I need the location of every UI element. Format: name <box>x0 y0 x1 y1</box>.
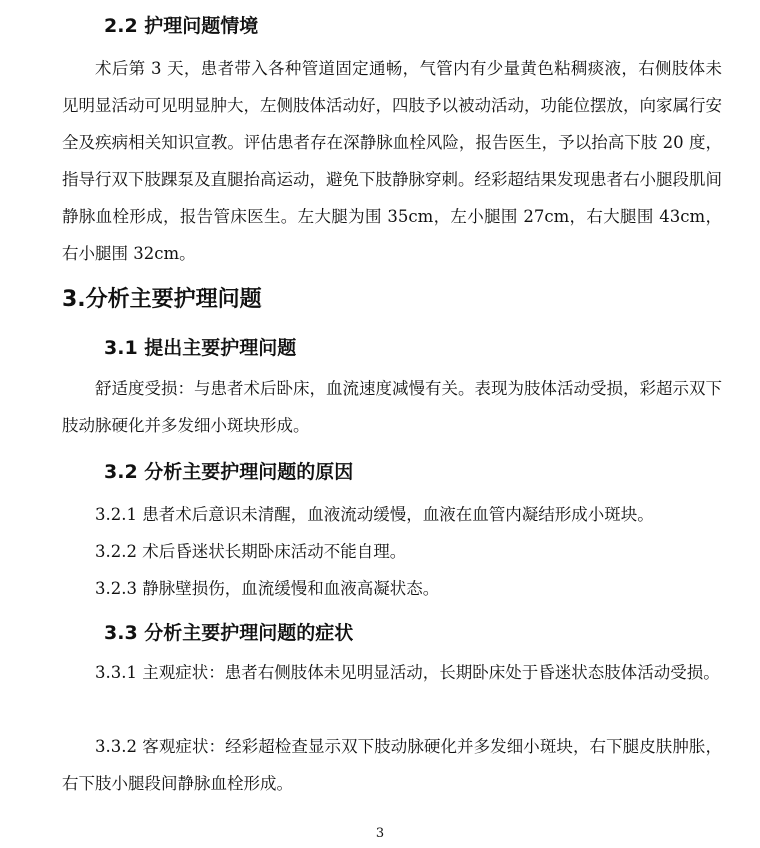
list-item-3-2-2: 3.2.2 术后昏迷状长期卧床活动不能自理。 <box>95 542 407 561</box>
list-item-3-3-2: 3.3.2 客观症状：经彩超检查显示双下肢动脉硬化并多发细小斑块，右下腿皮肤肿胀，右下肢小腿段间静脉血栓形成。 <box>62 737 722 793</box>
heading-3-2: 3.2 分析主要护理问题的原因 <box>104 461 354 483</box>
heading-2-2: 2.2 护理问题情境 <box>104 15 259 37</box>
page-number: 3 <box>375 826 385 841</box>
heading-3-1: 3.1 提出主要护理问题 <box>104 337 297 359</box>
paragraph-3-1: 舒适度受损：与患者术后卧床，血流速度减慢有关。表现为肢体活动受损，彩超示双下肢动脉硬化并多发细小斑块形成。 <box>62 379 722 435</box>
list-item-3-3-1: 3.3.1 主观症状：患者右侧肢体未见明显活动，长期卧床处于昏迷状态肢体活动受损。 <box>95 663 720 682</box>
heading-3: 3.分析主要护理问题 <box>62 287 262 312</box>
paragraph-2-2: 术后第 3 天，患者带入各种管道固定通畅，气管内有少量黄色粘稠痰液，右侧肢体未见明显活动可见明显肿大，左侧肢体活动好，四肢予以被动活动，功能位摆放，向家属行安全及疾病相关知识宣教。评估患者存在深静脉血栓风险，报告医生，予以抬高下肢 20 度，指导行双下肢踝泵及直腿抬高运动，避免下肢静脉穿刺。经彩超结果发现患者右小腿段肌间静脉血栓形成，报告管床医生。左大腿为围 35cm，左小腿围 27cm，右大腿围 43cm，右小腿围 32cm。 <box>62 59 722 263</box>
list-item-3-2-3: 3.2.3 静脉壁损伤，血流缓慢和血液高凝状态。 <box>95 579 440 598</box>
list-item-3-2-1: 3.2.1 患者术后意识未清醒，血液流动缓慢，血液在血管内凝结形成小斑块。 <box>95 505 654 524</box>
heading-3-3: 3.3 分析主要护理问题的症状 <box>104 622 354 644</box>
